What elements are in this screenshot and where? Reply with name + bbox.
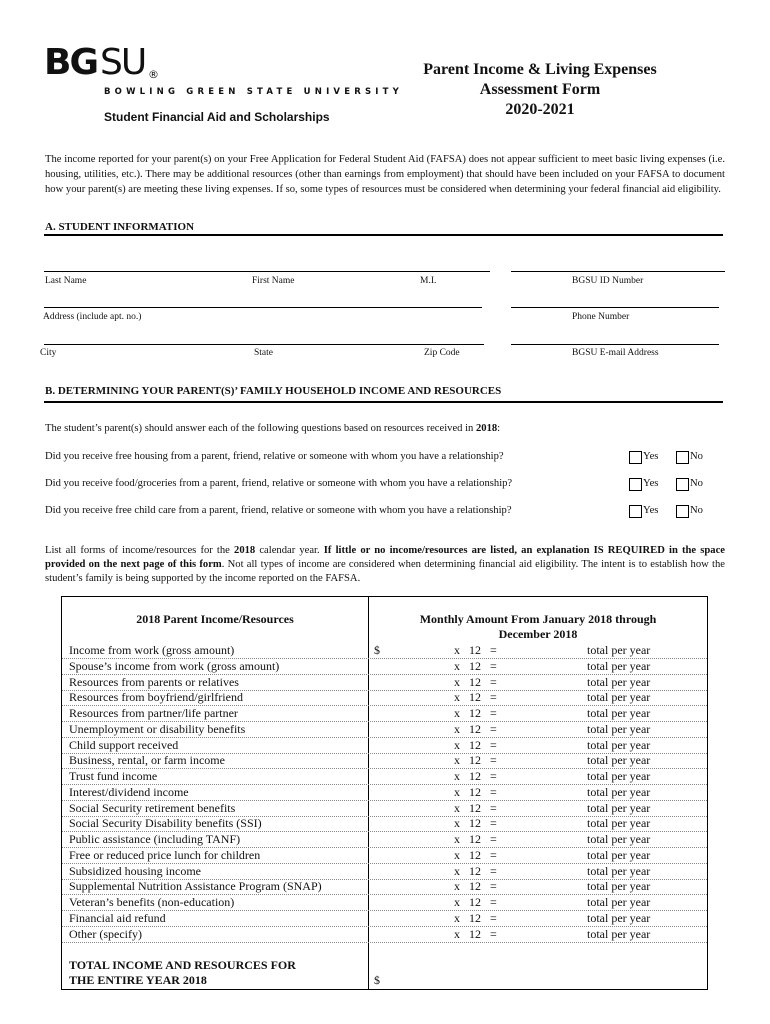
logo-registered: ®: [148, 68, 159, 81]
monthly-multiplier[interactable]: x 12 =: [454, 674, 497, 689]
form-title: [380, 60, 700, 120]
row-label: Public assistance (including TANF): [69, 832, 241, 846]
first-name-label: First Name: [252, 276, 295, 286]
question-food: Did you receive food/groceries from a parent, friend, relative or someone with whom you have a relationship?: [45, 478, 513, 489]
list-text-2: calendar year.: [255, 545, 324, 556]
bgsu-id-label: BGSU ID Number: [572, 276, 644, 286]
total-per-year[interactable]: total per year: [587, 910, 651, 925]
zip-label: Zip Code: [424, 348, 460, 358]
title-line-1: Parent Income & Living Expenses: [423, 61, 657, 78]
total-dollar: $: [374, 973, 380, 987]
address-field-line[interactable]: [44, 307, 482, 308]
housing-no-label: No: [690, 451, 703, 462]
dollar-sign: $: [374, 643, 380, 657]
row-label: Spouse’s income from work (gross amount): [69, 658, 280, 673]
monthly-multiplier[interactable]: x 12 =: [454, 910, 497, 925]
col2-header: [369, 612, 707, 642]
row-label: Free or reduced price lunch for children: [69, 847, 261, 862]
logo-bg: BG: [44, 42, 97, 83]
university-name: BOWLING GREEN STATE UNIVERSITY: [104, 87, 404, 97]
col2-header-line1: Monthly Amount From January 2018 through: [419, 612, 657, 626]
total-per-year[interactable]: total per year: [587, 847, 651, 862]
row-label: Subsidized housing income: [69, 863, 201, 878]
childcare-no-label: No: [690, 505, 703, 516]
list-instructions: [45, 544, 725, 586]
food-no-label: No: [690, 478, 703, 489]
phone-field-line[interactable]: [511, 307, 719, 308]
intro-paragraph: The income reported for your parent(s) on your Free Application for Federal Student Aid (FAFSA) does not appear sufficient to meet basic living expenses (i.e. housing, utilities, etc.). There may be additional resources (other than earnings from employment) that should have been included on your FAFSA to document how your parent(s) are meeting these living expenses. If so, some types of resources must be considered when determining your federal financial aid eligibility.: [45, 154, 725, 195]
total-per-year[interactable]: total per year: [587, 832, 651, 846]
food-yes-label: Yes: [643, 478, 659, 489]
total-per-year[interactable]: total per year: [587, 879, 651, 894]
row-label: Trust fund income: [69, 769, 158, 783]
table-divider: [368, 596, 369, 990]
monthly-multiplier[interactable]: x 12 =: [454, 753, 497, 768]
logo-su: SU: [100, 42, 146, 83]
monthly-multiplier[interactable]: x 12 =: [454, 643, 497, 657]
col1-header: 2018 Parent Income/Resources: [136, 612, 294, 626]
monthly-multiplier[interactable]: x 12 =: [454, 658, 497, 673]
food-no-checkbox[interactable]: [676, 478, 689, 491]
total-per-year[interactable]: total per year: [587, 706, 651, 720]
total-line-2: THE ENTIRE YEAR 2018: [69, 973, 207, 987]
row-label: Veteran’s benefits (non-education): [69, 895, 235, 909]
monthly-multiplier[interactable]: x 12 =: [454, 769, 497, 783]
question-childcare: Did you receive free child care from a parent, friend, relative or someone with whom you have a relationship?: [45, 505, 512, 516]
row-label: Supplemental Nutrition Assistance Program (SNAP): [69, 879, 322, 894]
housing-yes-label: Yes: [643, 451, 659, 462]
mi-label: M.I.: [420, 276, 437, 286]
section-b-rule: [44, 401, 723, 403]
address-label: Address (include apt. no.): [43, 312, 142, 322]
row-label: Resources from parents or relatives: [69, 674, 239, 689]
row-label: Interest/dividend income: [69, 784, 189, 799]
total-per-year[interactable]: total per year: [587, 674, 651, 689]
total-per-year[interactable]: total per year: [587, 721, 651, 736]
bgsu-id-field-line[interactable]: [511, 271, 725, 272]
monthly-multiplier[interactable]: x 12 =: [454, 863, 497, 878]
monthly-multiplier[interactable]: x 12 =: [454, 847, 497, 862]
email-label: BGSU E-mail Address: [572, 348, 659, 358]
col2-header-line2: December 2018: [498, 627, 578, 641]
list-year: 2018: [234, 545, 256, 556]
total-label: [69, 958, 296, 988]
monthly-multiplier[interactable]: x 12 =: [454, 816, 497, 831]
row-label: Other (specify): [69, 926, 142, 941]
section-a-rule: [44, 234, 723, 236]
total-per-year[interactable]: total per year: [587, 643, 651, 657]
total-per-year[interactable]: total per year: [587, 769, 651, 783]
total-per-year[interactable]: total per year: [587, 863, 651, 878]
monthly-multiplier[interactable]: x 12 =: [454, 690, 497, 705]
prompt-colon: :: [497, 423, 501, 434]
monthly-multiplier[interactable]: x 12 =: [454, 737, 497, 752]
housing-yes-checkbox[interactable]: [629, 451, 642, 464]
row-label: Resources from boyfriend/girlfriend: [69, 690, 243, 705]
office-name: Student Financial Aid and Scholarships: [104, 110, 330, 124]
section-a-heading: A. STUDENT INFORMATION: [45, 221, 195, 233]
row-label: Unemployment or disability benefits: [69, 721, 246, 736]
city-state-zip-field-line[interactable]: [44, 344, 484, 345]
title-line-2: Assessment Form: [479, 81, 601, 98]
row-label: Child support received: [69, 737, 179, 752]
list-required-text: If little or no income/resources are listed, an explanation IS REQUIRED in the space provided on the next page of this form: [45, 545, 725, 570]
food-yes-checkbox[interactable]: [629, 478, 642, 491]
section-b-heading: B. DETERMINING YOUR PARENT(S)’ FAMILY HOUSEHOLD INCOME AND RESOURCES: [45, 385, 502, 397]
row-label: Business, rental, or farm income: [69, 753, 225, 768]
monthly-multiplier[interactable]: x 12 =: [454, 800, 497, 815]
last-name-label: Last Name: [45, 276, 87, 286]
city-label: City: [40, 348, 57, 358]
housing-no-checkbox[interactable]: [676, 451, 689, 464]
monthly-multiplier[interactable]: x 12 =: [454, 879, 497, 894]
prompt-text: The student’s parent(s) should answer each of the following questions based on resources received in: [45, 423, 476, 434]
section-b-prompt: [45, 423, 500, 434]
email-field-line[interactable]: [511, 344, 719, 345]
total-per-year[interactable]: total per year: [587, 816, 651, 831]
monthly-multiplier[interactable]: x 12 =: [454, 784, 497, 799]
row-label: Social Security retirement benefits: [69, 800, 236, 815]
childcare-yes-checkbox[interactable]: [629, 505, 642, 518]
title-line-3: 2020-2021: [505, 101, 575, 118]
name-field-line[interactable]: [44, 271, 490, 272]
question-housing: Did you receive free housing from a parent, friend, relative or someone with whom you have a relationship?: [45, 451, 504, 462]
monthly-multiplier[interactable]: x 12 =: [454, 832, 497, 846]
row-label: Social Security Disability benefits (SSI): [69, 816, 262, 831]
prompt-year: 2018: [475, 423, 498, 434]
total-per-year[interactable]: total per year: [587, 737, 651, 752]
monthly-multiplier[interactable]: x 12 =: [454, 721, 497, 736]
monthly-multiplier[interactable]: x 12 =: [454, 926, 497, 941]
total-per-year[interactable]: total per year: [587, 800, 651, 815]
list-text-1: List all forms of income/resources for the: [45, 545, 235, 556]
total-line-1: TOTAL INCOME AND RESOURCES FOR: [69, 958, 296, 972]
childcare-no-checkbox[interactable]: [676, 505, 689, 518]
total-per-year[interactable]: total per year: [587, 658, 651, 673]
total-per-year[interactable]: total per year: [587, 895, 651, 909]
childcare-yes-label: Yes: [643, 505, 659, 516]
total-per-year[interactable]: total per year: [587, 690, 651, 705]
total-per-year[interactable]: total per year: [587, 784, 651, 799]
monthly-multiplier[interactable]: x 12 =: [454, 706, 497, 720]
total-per-year[interactable]: total per year: [587, 926, 651, 941]
monthly-multiplier[interactable]: x 12 =: [454, 895, 497, 909]
row-line: [62, 942, 707, 943]
row-label: Resources from partner/life partner: [69, 706, 238, 720]
state-label: State: [254, 348, 273, 358]
phone-label: Phone Number: [572, 312, 630, 322]
row-label: Income from work (gross amount): [69, 643, 235, 657]
row-label: Financial aid refund: [69, 910, 166, 925]
total-per-year[interactable]: total per year: [587, 753, 651, 768]
list-text-3: . Not all types of income are considered when determining financial aid eligibility. The intent is to establish how the student’s family is being supported by the income reported on the FAFSA.: [45, 559, 725, 584]
